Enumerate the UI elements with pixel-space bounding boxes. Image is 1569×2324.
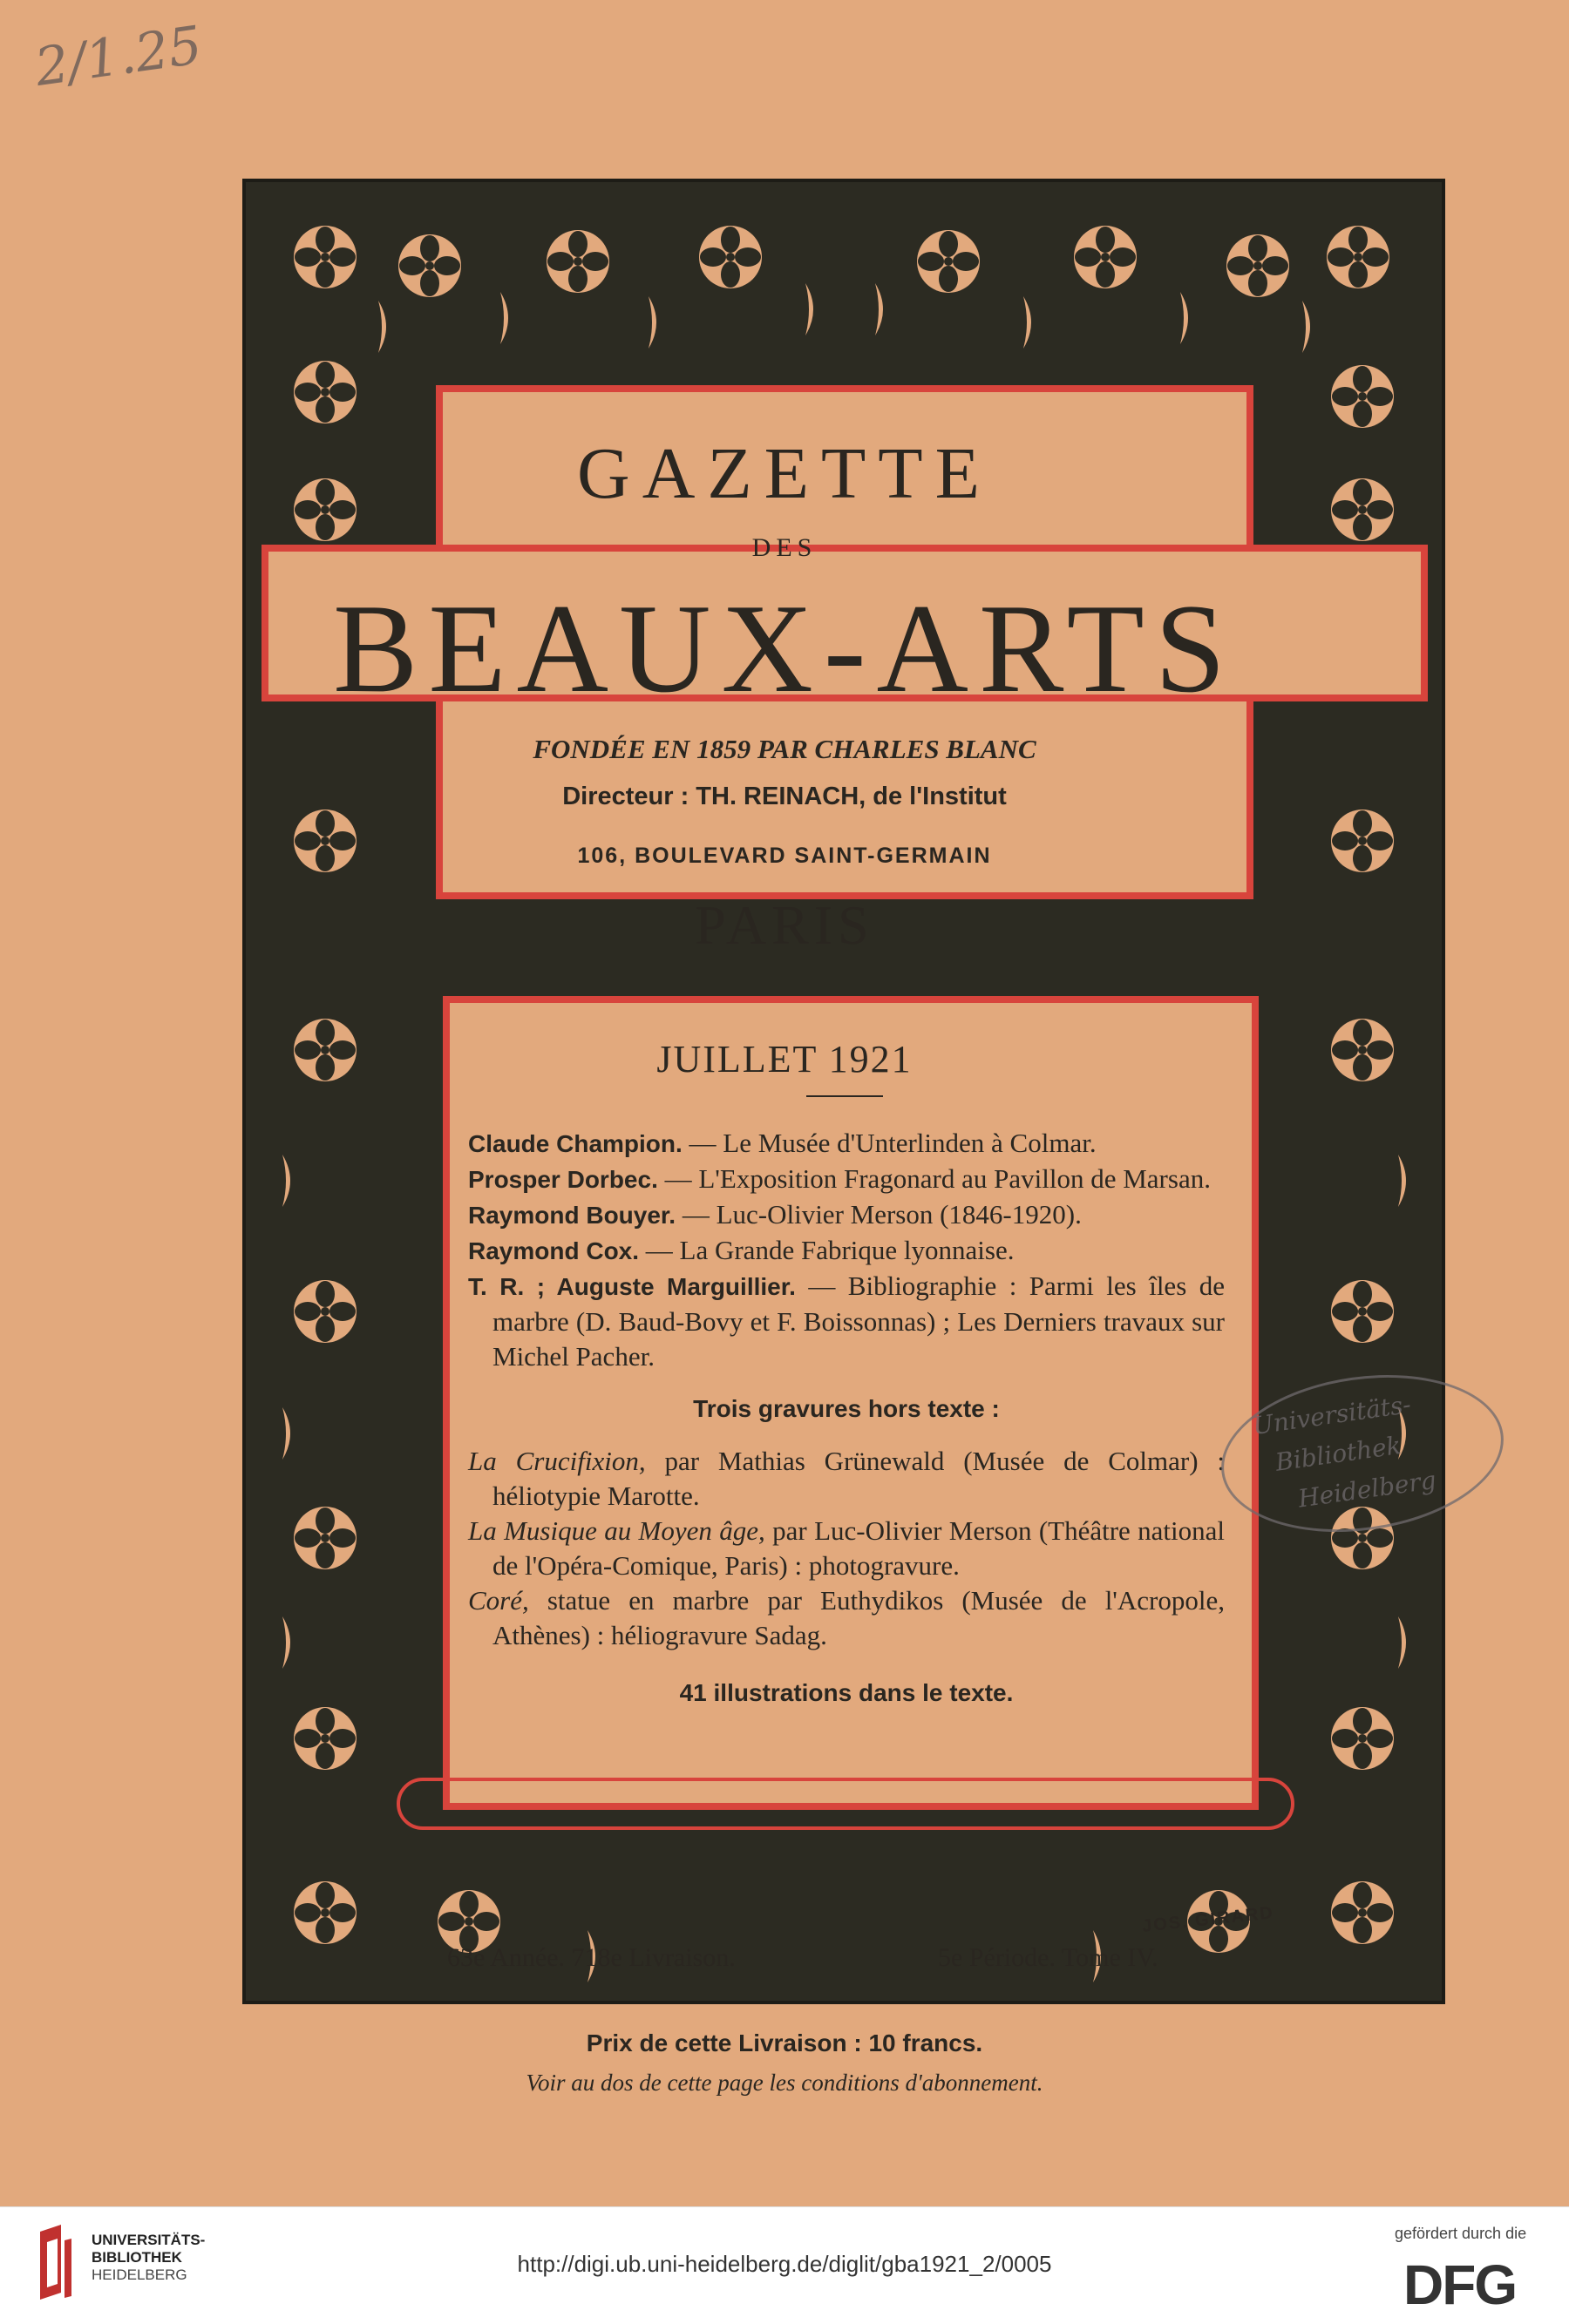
address-line: 106, BOULEVARD SAINT-GERMAIN — [577, 844, 992, 868]
article-title: — La Grande Fabrique lyonnaise. — [639, 1235, 1015, 1265]
volume-year: 63e Année. 718e Livraison. — [447, 1943, 736, 1972]
library-name-line: BIBLIOTHEK — [92, 2249, 182, 2266]
article-title: — Le Musée d'Unterlinden à Colmar. — [682, 1128, 1097, 1158]
article-title: — Luc-Olivier Merson (1846-1920). — [676, 1199, 1082, 1230]
sponsor-label: gefördert durch die — [1395, 2225, 1527, 2242]
table-of-contents — [468, 1126, 1225, 1711]
title-des: DES — [751, 533, 818, 562]
article-title: — L'Exposition Fragonard au Pavillon de Marsan. — [657, 1163, 1211, 1194]
red-rule-lower — [397, 1778, 1294, 1830]
volume-period: 5e Période. Tome IV. — [938, 1943, 1158, 1972]
issue-date: JUILLET 1921 — [656, 1038, 913, 1081]
plate-work: Coré, — [468, 1585, 529, 1616]
plates-heading: Trois gravures hors texte : — [693, 1395, 1000, 1422]
title-beaux-arts: BEAUX-ARTS — [333, 578, 1236, 719]
stamp-line: Heidelberg — [1296, 1465, 1438, 1514]
article-entry — [468, 1269, 1225, 1374]
plate-work: La Crucifixion, — [468, 1446, 646, 1476]
article-author: Raymond Bouyer. — [468, 1202, 676, 1229]
city-line: PARIS — [695, 894, 874, 956]
article-author: Raymond Cox. — [468, 1237, 640, 1264]
article-author: T. R. ; Auguste Marguillier. — [468, 1273, 796, 1300]
plate-description: par Mathias Grünewald (Musée de Colmar) : héliotypie Marotte. — [492, 1446, 1225, 1511]
article-entry — [468, 1126, 1225, 1162]
title-gazette: GAZETTE — [577, 433, 992, 514]
illustrations-count: 41 illustrations dans le texte. — [679, 1679, 1014, 1706]
article-author: Claude Champion. — [468, 1130, 683, 1157]
stamp-line: Universitäts- — [1251, 1389, 1413, 1441]
permalink-url[interactable]: http://digi.ub.uni-heidelberg.de/diglit/gba1921_2/0005 — [517, 2251, 1052, 2277]
director-line: Directeur : TH. REINACH, de l'Institut — [562, 783, 1007, 810]
stamp-line: Bibliothek — [1274, 1430, 1403, 1477]
issue-divider — [806, 1095, 883, 1097]
dfg-logo: DFG — [1403, 2253, 1517, 2316]
plate-description: statue en marbre par Euthydikos (Musée de l'Acropole, Athènes) : héliogravure Sadag. — [492, 1585, 1225, 1650]
article-entry — [468, 1233, 1225, 1269]
article-entry — [468, 1197, 1225, 1233]
price-line: Prix de cette Livraison : 10 francs. — [586, 2029, 983, 2056]
digital-library-footer — [0, 2206, 1569, 2324]
plate-entry — [468, 1583, 1225, 1653]
library-name-line: HEIDELBERG — [92, 2266, 187, 2283]
article-author: Prosper Dorbec. — [468, 1166, 658, 1193]
plate-entry — [468, 1514, 1225, 1583]
article-entry — [468, 1162, 1225, 1197]
subscription-note: Voir au dos de cette page les conditions d'abonnement. — [526, 2070, 1043, 2096]
plate-entry — [468, 1444, 1225, 1514]
founded-line: FONDÉE EN 1859 PAR CHARLES BLANC — [533, 734, 1036, 764]
plate-description: par Luc-Olivier Merson (Théâtre national de l'Opéra-Comique, Paris) : photogravure. — [492, 1515, 1226, 1581]
plate-work: La Musique au Moyen âge, — [468, 1515, 765, 1546]
handwritten-note: 2/1.25 — [31, 14, 206, 99]
engraver-signature: JOS. GIRARD — [1141, 1903, 1275, 1936]
article-title: — Bibliographie : Parmi les îles de marbre (D. Baud-Bovy et F. Boissonnas) ; Les Derniers travaux sur Michel Pacher. — [492, 1270, 1225, 1372]
library-name-line: UNIVERSITÄTS- — [92, 2232, 206, 2248]
